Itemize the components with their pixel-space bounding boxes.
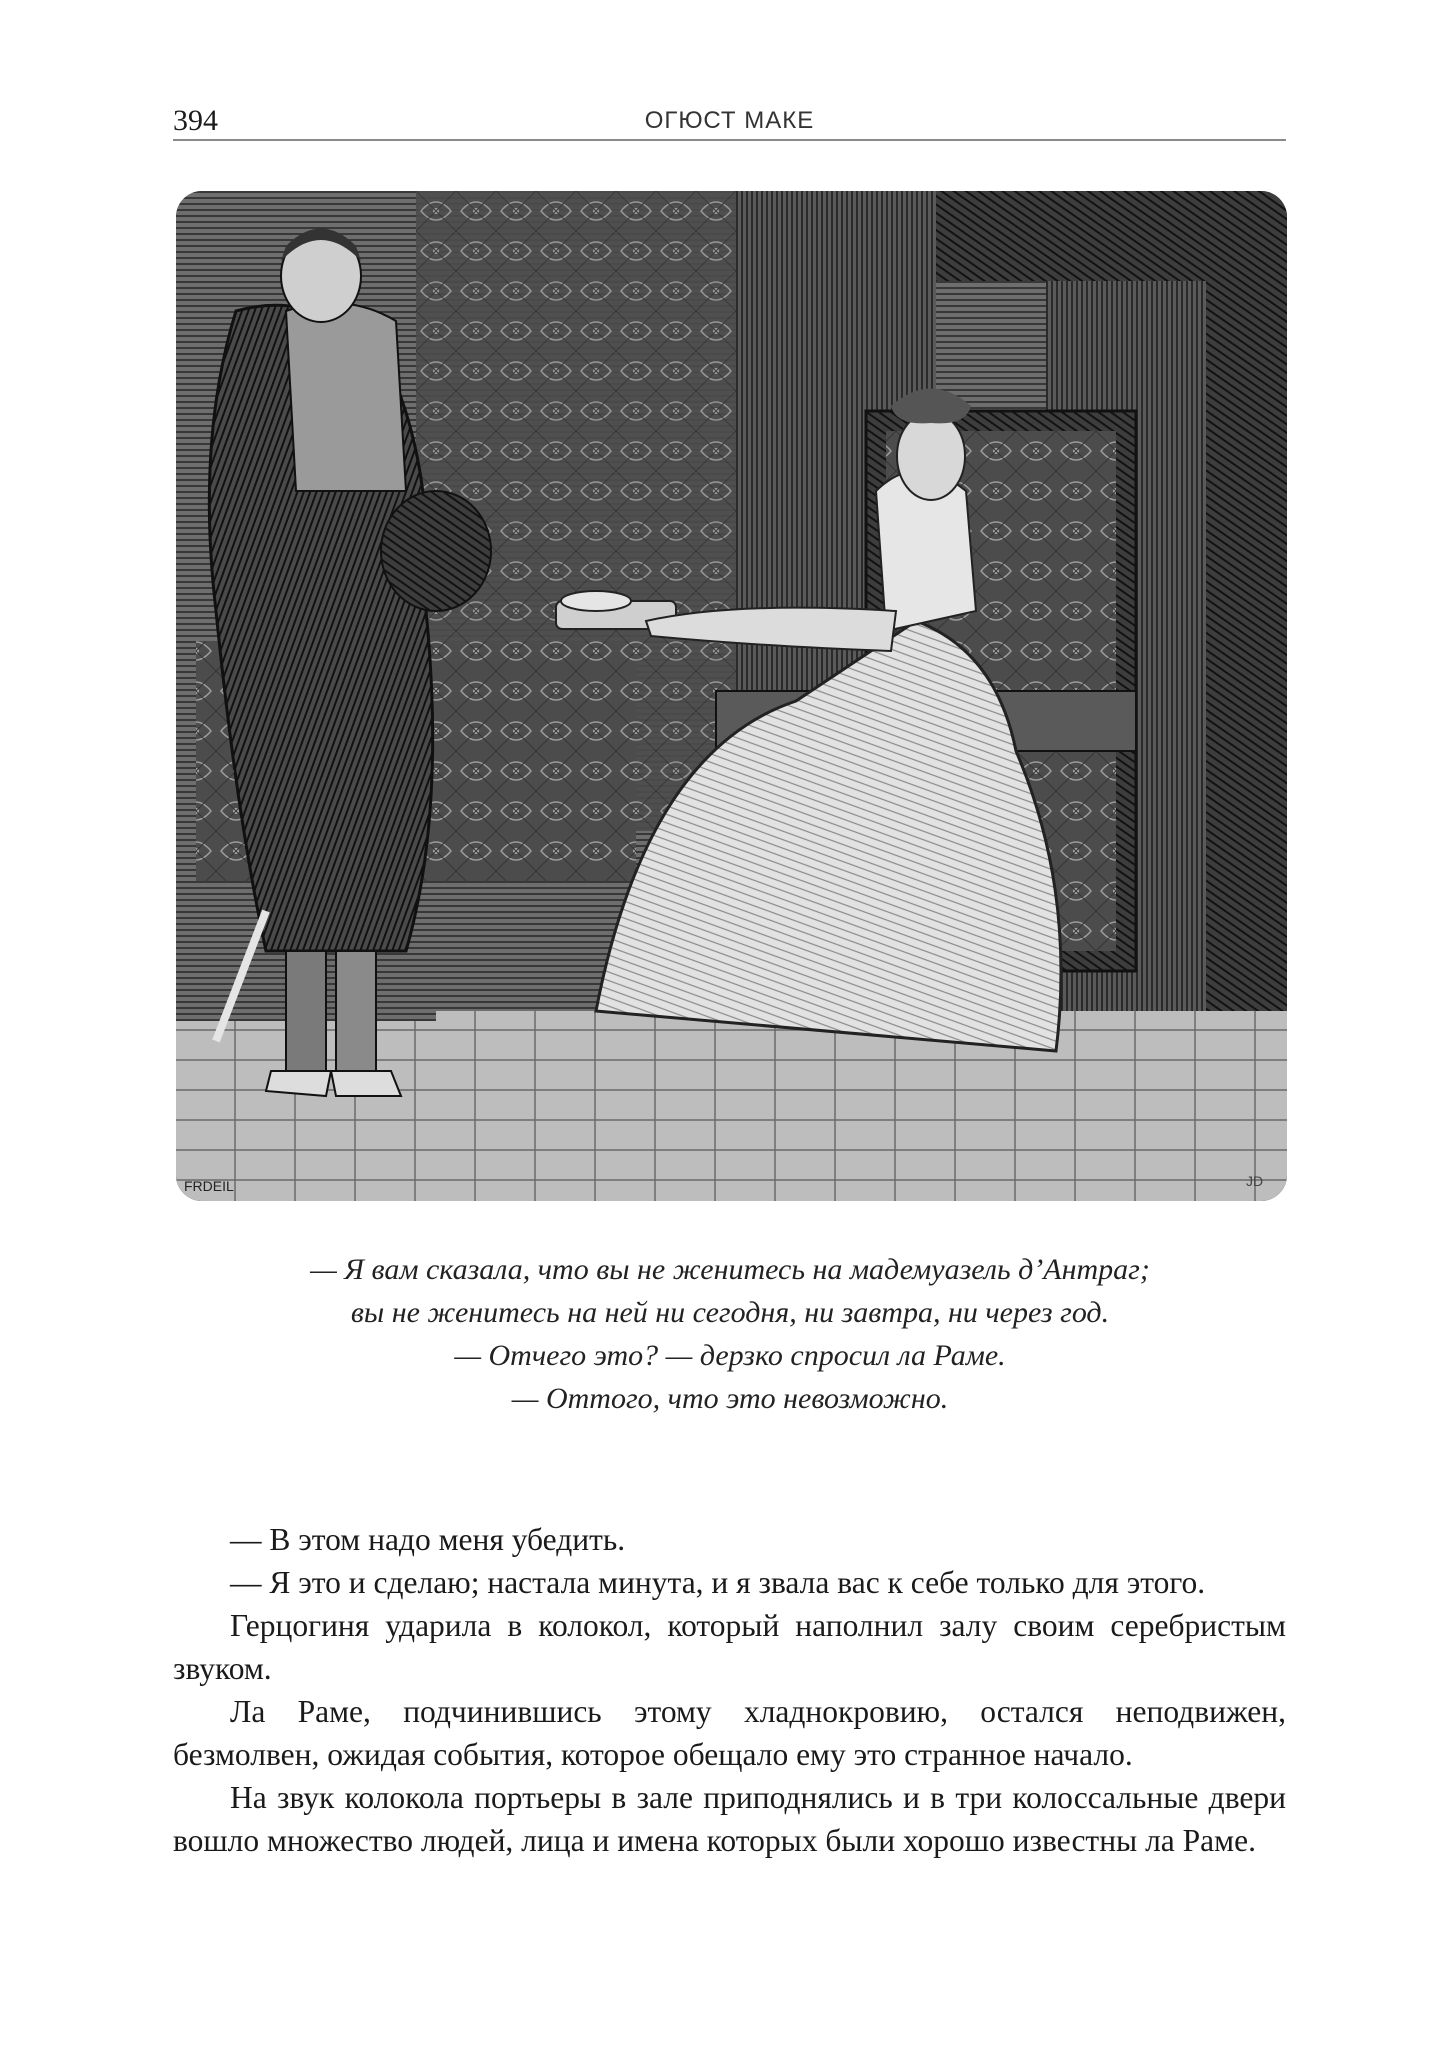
man-left-shoe [266,1071,331,1096]
caption-line: вы не женитесь на ней ни сегодня, ни завтра, ни через год. [350,1296,1110,1329]
engraver-signature-left: FRDEIL [184,1178,234,1194]
caption-line: — Оттого, что это невозможно. [511,1382,949,1415]
man-left-leg [286,951,326,1071]
column-shadow [1206,281,1287,1061]
man-right-shoe [331,1071,401,1096]
engraving-illustration [176,191,1287,1201]
paragraph: — Я это и сделаю; настала минута, и я звала вас к себе только для этого. [230,1565,1206,1600]
woman-head [897,412,965,500]
paragraph: Герцогиня ударила в колокол, который наполнил залу своим серебристым звуком. [173,1608,1286,1686]
caption-line: — Я вам сказала, что вы не женитесь на мадемуазель д’Антраг; [310,1253,1150,1286]
man-right-leg [336,951,376,1071]
stone-lintel [936,191,1287,281]
running-head [173,103,1286,141]
engraver-signature-right: JD [1246,1173,1264,1189]
page-number: 394 [173,104,218,137]
bell-on-table [561,591,631,611]
paragraph: На звук колокола портьеры в зале приподнялись и в три колоссальные двери вошло множество людей, лица и имена которых были хорошо известны ла Раме. [173,1780,1286,1858]
man-hat-in-hand [381,491,491,611]
paragraph: — В этом надо меня убедить. [230,1522,626,1557]
man-doublet [286,303,406,491]
paragraph: Ла Раме, подчинившись этому хладнокровию, остался неподвижен, безмолвен, ожидая события, которое обещало ему это странное начало. [173,1694,1286,1772]
illustration-caption [180,1248,1280,1420]
body-text [173,1518,1286,1862]
caption-line: — Отчего это? — дерзко спросил ла Раме. [454,1339,1006,1372]
book-author-header: ОГЮСТ МАКЕ [644,107,815,134]
